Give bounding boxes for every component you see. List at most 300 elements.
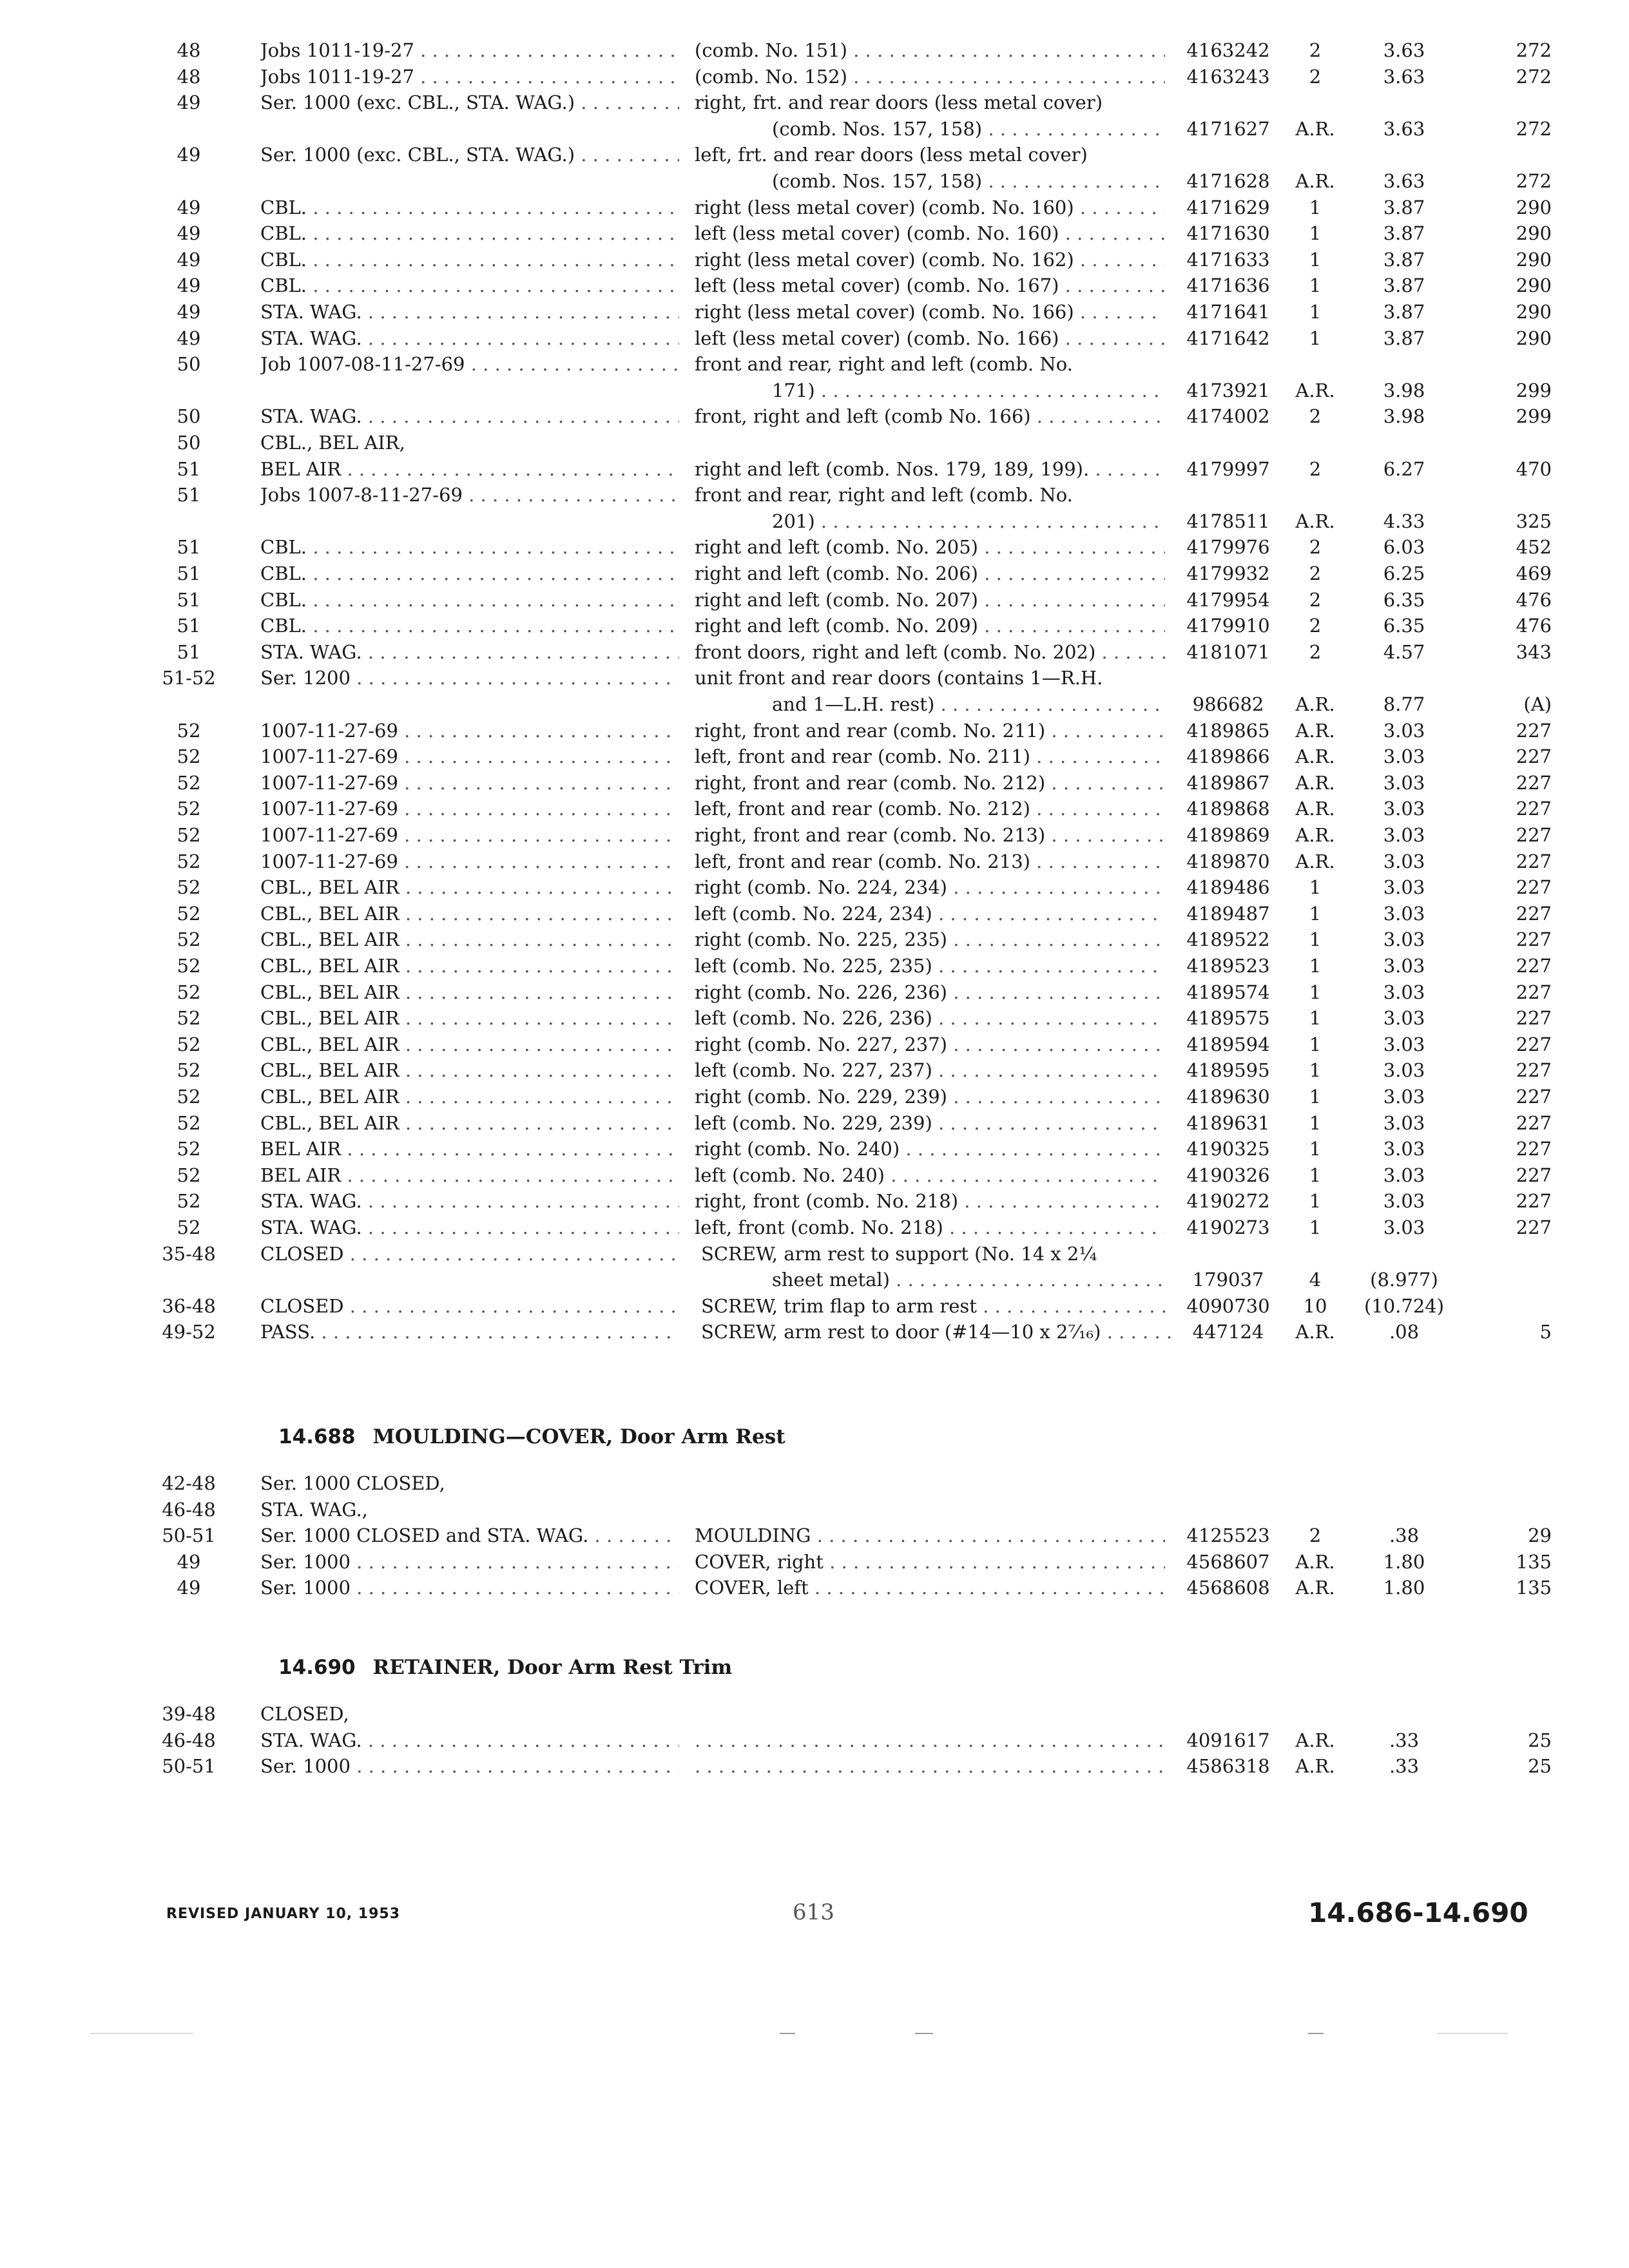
quantity: A.R. bbox=[1295, 1577, 1335, 1599]
year-range: 42-48 bbox=[162, 1472, 216, 1494]
quantity: 1 bbox=[1309, 1059, 1322, 1082]
quantity: 2 bbox=[1309, 65, 1322, 88]
quantity: 1 bbox=[1309, 981, 1322, 1003]
table-row bbox=[0, 403, 1629, 429]
quantity: A.R. bbox=[1295, 1729, 1335, 1751]
year-range: 50 bbox=[177, 405, 201, 428]
price-group: 470 bbox=[1516, 457, 1552, 480]
section-number: 14.690 bbox=[278, 1656, 356, 1679]
table-row bbox=[0, 744, 1629, 769]
price-group: 227 bbox=[1516, 981, 1552, 1003]
part-number: 4190273 bbox=[1186, 1216, 1270, 1238]
list-price: 3.87 bbox=[1383, 222, 1425, 245]
table-row bbox=[0, 1188, 1629, 1214]
part-number: 4173921 bbox=[1186, 379, 1270, 401]
year-range: 49 bbox=[177, 327, 201, 349]
year-range: 52 bbox=[177, 928, 201, 951]
part-description bbox=[695, 1727, 1165, 1753]
part-number: 4189523 bbox=[1186, 955, 1270, 977]
price-group: 25 bbox=[1528, 1729, 1552, 1751]
part-description: left (comb. No. 225, 235) . . . bbox=[695, 953, 1165, 979]
part-description: left (comb. No. 224, 234) . . . bbox=[695, 901, 1165, 927]
part-number: 4189631 bbox=[1186, 1111, 1270, 1134]
price-group: 272 bbox=[1516, 117, 1552, 140]
table-row bbox=[0, 1005, 1629, 1031]
table-row bbox=[0, 1136, 1629, 1162]
table-row bbox=[0, 456, 1629, 482]
part-description: COVER, right . . . bbox=[695, 1549, 1165, 1575]
model-application: CBL. . . . bbox=[260, 247, 679, 273]
list-price: 3.03 bbox=[1383, 928, 1425, 951]
price-group: 343 bbox=[1516, 640, 1552, 663]
part-description: left, front (comb. No. 218) . . . bbox=[695, 1215, 1165, 1240]
part-description: 171) . . . bbox=[772, 378, 1165, 403]
year-range: 49 bbox=[177, 248, 201, 271]
year-range: 48 bbox=[177, 39, 201, 61]
quantity: 1 bbox=[1309, 902, 1322, 925]
quantity: 1 bbox=[1309, 327, 1322, 349]
part-number: 4179910 bbox=[1186, 615, 1270, 637]
part-number: 4125523 bbox=[1186, 1524, 1270, 1547]
year-range: 51 bbox=[177, 457, 201, 480]
model-application: CBL., BEL AIR . . . bbox=[260, 1110, 679, 1136]
part-number: 4171636 bbox=[1186, 274, 1270, 297]
list-price: 3.87 bbox=[1383, 248, 1425, 271]
year-range: 49 bbox=[177, 1550, 201, 1573]
table-row bbox=[0, 1215, 1629, 1240]
year-range: 52 bbox=[177, 1190, 201, 1213]
table-row bbox=[0, 718, 1629, 744]
quantity: 1 bbox=[1309, 196, 1322, 218]
part-number: 4189522 bbox=[1186, 928, 1270, 951]
table-row bbox=[0, 168, 1629, 194]
part-description: SCREW, arm rest to door (#14—10 x 2⁷⁄₁₆) . . . bbox=[701, 1319, 1171, 1345]
list-price: 3.63 bbox=[1383, 65, 1425, 88]
price-group: 227 bbox=[1516, 824, 1552, 846]
model-application: CBL. . . . bbox=[260, 587, 679, 613]
model-application: 1007-11-27-69 . . . bbox=[260, 796, 679, 822]
list-price: 3.03 bbox=[1383, 955, 1425, 977]
table-row bbox=[0, 1549, 1629, 1575]
part-number: 4568607 bbox=[1186, 1550, 1270, 1573]
part-number: 4171627 bbox=[1186, 117, 1270, 140]
part-description: left, front and rear (comb. No. 212) . . . bbox=[695, 796, 1165, 822]
table-row bbox=[0, 299, 1629, 325]
list-price: 3.63 bbox=[1383, 117, 1425, 140]
year-range: 49 bbox=[177, 274, 201, 297]
price-group: 135 bbox=[1516, 1577, 1552, 1599]
list-price: 8.77 bbox=[1383, 693, 1425, 715]
list-price: 3.03 bbox=[1383, 981, 1425, 1003]
quantity: 1 bbox=[1309, 1138, 1322, 1160]
year-range: 35-48 bbox=[162, 1242, 216, 1265]
part-number: 4171641 bbox=[1186, 301, 1270, 323]
table-row bbox=[0, 1701, 1629, 1727]
price-group: 290 bbox=[1516, 274, 1552, 297]
quantity: A.R. bbox=[1295, 1755, 1335, 1778]
scan-artifact bbox=[90, 2033, 193, 2034]
model-application: STA. WAG. . . . bbox=[260, 325, 679, 351]
quantity: A.R. bbox=[1295, 510, 1335, 532]
quantity: 1 bbox=[1309, 955, 1322, 977]
model-application: CLOSED . . . bbox=[260, 1293, 679, 1319]
quantity: 1 bbox=[1309, 928, 1322, 951]
part-description: right, front and rear (comb. No. 212) . . . bbox=[695, 770, 1165, 796]
table-row bbox=[0, 1032, 1629, 1057]
part-number: 4189869 bbox=[1186, 824, 1270, 846]
price-group: 272 bbox=[1516, 170, 1552, 192]
model-application: Job 1007-08-11-27-69 . . . bbox=[260, 351, 679, 377]
quantity: 2 bbox=[1309, 588, 1322, 611]
list-price: .33 bbox=[1389, 1755, 1420, 1778]
price-group: 227 bbox=[1516, 902, 1552, 925]
year-range: 51 bbox=[177, 640, 201, 663]
year-range: 52 bbox=[177, 1164, 201, 1186]
part-description: left (comb. No. 229, 239) . . . bbox=[695, 1110, 1165, 1136]
price-group: 227 bbox=[1516, 850, 1552, 872]
part-description: front doors, right and left (comb. No. 202) . . . bbox=[695, 639, 1165, 665]
table-row bbox=[0, 1057, 1629, 1083]
year-range: 52 bbox=[177, 1216, 201, 1238]
list-price: 6.35 bbox=[1383, 588, 1425, 611]
list-price: 3.03 bbox=[1383, 902, 1425, 925]
model-application: 1007-11-27-69 . . . bbox=[260, 744, 679, 769]
part-description: right, front and rear (comb. No. 211) . . . bbox=[695, 718, 1165, 744]
table-row bbox=[0, 64, 1629, 90]
price-group: 227 bbox=[1516, 1216, 1552, 1238]
year-range: 49 bbox=[177, 301, 201, 323]
table-row bbox=[0, 901, 1629, 927]
price-group: 227 bbox=[1516, 955, 1552, 977]
table-row bbox=[0, 953, 1629, 979]
year-range: 50-51 bbox=[162, 1755, 216, 1778]
year-range: 52 bbox=[177, 1007, 201, 1030]
part-description bbox=[695, 1753, 1165, 1779]
price-group: 135 bbox=[1516, 1550, 1552, 1573]
quantity: 1 bbox=[1309, 301, 1322, 323]
table-row bbox=[0, 639, 1629, 665]
table-row bbox=[0, 1497, 1629, 1523]
section-heading-14-690 bbox=[278, 1656, 732, 1679]
table-row bbox=[0, 979, 1629, 1005]
quantity: 1 bbox=[1309, 248, 1322, 271]
model-application: STA. WAG. . . . bbox=[260, 299, 679, 325]
part-number: 4163242 bbox=[1186, 39, 1270, 61]
year-range: 52 bbox=[177, 902, 201, 925]
year-range: 49 bbox=[177, 1577, 201, 1599]
list-price: 3.03 bbox=[1383, 1007, 1425, 1030]
quantity: A.R. bbox=[1295, 719, 1335, 742]
year-range: 52 bbox=[177, 719, 201, 742]
part-number: 4189487 bbox=[1186, 902, 1270, 925]
part-description: SCREW, trim flap to arm rest . . . bbox=[701, 1293, 1171, 1319]
part-description: right and left (comb. No. 205) . . . bbox=[695, 534, 1165, 560]
table-row bbox=[0, 37, 1629, 63]
part-number: 4189866 bbox=[1186, 745, 1270, 768]
list-price: 3.03 bbox=[1383, 1086, 1425, 1108]
part-number: 4178511 bbox=[1186, 510, 1270, 532]
quantity: 1 bbox=[1309, 1033, 1322, 1055]
price-group: 227 bbox=[1516, 745, 1552, 768]
section-subtitle: Door Arm Rest Trim bbox=[507, 1656, 733, 1679]
quantity: 1 bbox=[1309, 1086, 1322, 1108]
table-row bbox=[0, 1110, 1629, 1136]
model-application: Ser. 1000 CLOSED, bbox=[260, 1472, 445, 1494]
list-price: 3.03 bbox=[1383, 876, 1425, 899]
section-title: RETAINER, bbox=[372, 1656, 501, 1679]
part-number: 4189870 bbox=[1186, 850, 1270, 872]
list-price: 3.03 bbox=[1383, 850, 1425, 872]
price-group: 272 bbox=[1516, 65, 1552, 88]
list-price: 4.33 bbox=[1383, 510, 1425, 532]
part-description: right, front and rear (comb. No. 213) . . . bbox=[695, 822, 1165, 848]
table-row bbox=[0, 796, 1629, 822]
quantity: A.R. bbox=[1295, 1321, 1335, 1343]
part-number: 179037 bbox=[1192, 1269, 1264, 1291]
model-application: STA. WAG. . . . bbox=[260, 1188, 679, 1214]
price-group: 452 bbox=[1516, 536, 1552, 559]
model-application: CBL., BEL AIR . . . bbox=[260, 1084, 679, 1110]
table-row bbox=[0, 1162, 1629, 1188]
part-number: 4189574 bbox=[1186, 981, 1270, 1003]
list-price: .33 bbox=[1389, 1729, 1420, 1751]
table-row bbox=[0, 1470, 1629, 1496]
list-price: 6.35 bbox=[1383, 615, 1425, 637]
price-group: 29 bbox=[1528, 1524, 1552, 1547]
year-range: 50 bbox=[177, 432, 201, 454]
part-description: sheet metal) . . . bbox=[772, 1267, 1165, 1293]
year-range: 52 bbox=[177, 745, 201, 768]
part-description: right and left (comb. No. 206) . . . bbox=[695, 561, 1165, 586]
table-row bbox=[0, 116, 1629, 142]
quantity: 2 bbox=[1309, 39, 1322, 61]
year-range: 52 bbox=[177, 1086, 201, 1108]
price-group: 227 bbox=[1516, 1007, 1552, 1030]
part-description: left (less metal cover) (comb. No. 166) . . . bbox=[695, 325, 1165, 351]
year-range: 52 bbox=[177, 1138, 201, 1160]
table-row bbox=[0, 247, 1629, 273]
quantity: 1 bbox=[1309, 1190, 1322, 1213]
part-number: 4189575 bbox=[1186, 1007, 1270, 1030]
year-range: 51 bbox=[177, 562, 201, 584]
model-application: CBL., BEL AIR . . . bbox=[260, 953, 679, 979]
part-description: (comb. No. 151) . . . bbox=[695, 37, 1165, 63]
part-number: 4163243 bbox=[1186, 65, 1270, 88]
year-range: 51 bbox=[177, 615, 201, 637]
year-range: 52 bbox=[177, 1111, 201, 1134]
part-description: left (comb. No. 227, 237) . . . bbox=[695, 1057, 1165, 1083]
table-row bbox=[0, 1319, 1629, 1345]
model-application: Ser. 1000 CLOSED and STA. WAG. . . . bbox=[260, 1523, 679, 1548]
list-price: (10.724) bbox=[1364, 1294, 1445, 1317]
price-group: 476 bbox=[1516, 615, 1552, 637]
part-description: left, front and rear (comb. No. 211) . . . bbox=[695, 744, 1165, 769]
table-row bbox=[0, 273, 1629, 298]
table-row bbox=[0, 325, 1629, 351]
model-application: Ser. 1000 . . . bbox=[260, 1753, 679, 1779]
model-application: Ser. 1000 (exc. CBL., STA. WAG.) . . . bbox=[260, 142, 679, 168]
list-price: 3.63 bbox=[1383, 39, 1425, 61]
quantity: 1 bbox=[1309, 1164, 1322, 1186]
list-price: 3.03 bbox=[1383, 719, 1425, 742]
quantity: A.R. bbox=[1295, 379, 1335, 401]
model-application: Ser. 1200 . . . bbox=[260, 665, 679, 691]
model-application: PASS. . . . bbox=[260, 1319, 679, 1345]
price-group: 5 bbox=[1539, 1321, 1552, 1343]
part-description: SCREW, arm rest to support (No. 14 x 2¼ bbox=[701, 1242, 1097, 1265]
part-description: left (comb. No. 240) . . . bbox=[695, 1162, 1165, 1188]
year-range: 52 bbox=[177, 876, 201, 899]
section-range: 14.686-14.690 bbox=[1308, 1897, 1528, 1928]
price-group: 227 bbox=[1516, 876, 1552, 899]
quantity: 2 bbox=[1309, 562, 1322, 584]
year-range: 46-48 bbox=[162, 1498, 216, 1521]
list-price: 6.27 bbox=[1383, 457, 1425, 480]
part-number: 4090730 bbox=[1186, 1294, 1270, 1317]
table-row bbox=[0, 849, 1629, 874]
quantity: 2 bbox=[1309, 457, 1322, 480]
quantity: 2 bbox=[1309, 536, 1322, 559]
part-description: front and rear, right and left (comb. No. bbox=[695, 484, 1073, 506]
year-range: 52 bbox=[177, 824, 201, 846]
list-price: 6.25 bbox=[1383, 562, 1425, 584]
list-price: 3.03 bbox=[1383, 1111, 1425, 1134]
quantity: A.R. bbox=[1295, 170, 1335, 192]
part-description: right (comb. No. 229, 239) . . . bbox=[695, 1084, 1165, 1110]
part-number: 4179954 bbox=[1186, 588, 1270, 611]
part-number: 4189865 bbox=[1186, 719, 1270, 742]
price-group: 290 bbox=[1516, 196, 1552, 218]
part-number: 4179976 bbox=[1186, 536, 1270, 559]
list-price: 1.80 bbox=[1383, 1550, 1425, 1573]
table-row bbox=[0, 482, 1629, 508]
list-price: 3.87 bbox=[1383, 196, 1425, 218]
model-application: Jobs 1007-8-11-27-69 . . . bbox=[260, 482, 679, 508]
part-number: 4181071 bbox=[1186, 640, 1270, 663]
price-group: 227 bbox=[1516, 1138, 1552, 1160]
year-range: 52 bbox=[177, 955, 201, 977]
table-row bbox=[0, 561, 1629, 586]
table-row bbox=[0, 508, 1629, 534]
price-group: 476 bbox=[1516, 588, 1552, 611]
part-number: 4189868 bbox=[1186, 798, 1270, 820]
part-description: front and rear, right and left (comb. No. bbox=[695, 353, 1073, 376]
table-row bbox=[0, 613, 1629, 639]
price-group: 25 bbox=[1528, 1755, 1552, 1778]
list-price: (8.977) bbox=[1370, 1269, 1438, 1291]
list-price: 3.03 bbox=[1383, 1033, 1425, 1055]
section-title: MOULDING—COVER, bbox=[372, 1425, 613, 1448]
model-application: BEL AIR . . . bbox=[260, 1136, 679, 1162]
model-application: Ser. 1000 . . . bbox=[260, 1549, 679, 1575]
model-application: STA. WAG. . . . bbox=[260, 1727, 679, 1753]
part-number: 4190326 bbox=[1186, 1164, 1270, 1186]
year-range: 49 bbox=[177, 91, 201, 114]
model-application: BEL AIR . . . bbox=[260, 456, 679, 482]
model-application: CBL. . . . bbox=[260, 561, 679, 586]
part-description: left (comb. No. 226, 236) . . . bbox=[695, 1005, 1165, 1031]
price-group: 325 bbox=[1516, 510, 1552, 532]
part-description: and 1—L.H. rest) . . . bbox=[772, 691, 1165, 717]
part-description: MOULDING . . . bbox=[695, 1523, 1165, 1548]
part-description: COVER, left . . . bbox=[695, 1575, 1165, 1600]
list-price: 3.03 bbox=[1383, 798, 1425, 820]
list-price: 3.03 bbox=[1383, 1138, 1425, 1160]
price-group: 227 bbox=[1516, 771, 1552, 794]
quantity: A.R. bbox=[1295, 117, 1335, 140]
part-description: left (less metal cover) (comb. No. 160) . . . bbox=[695, 220, 1165, 246]
part-description: right (comb. No. 226, 236) . . . bbox=[695, 979, 1165, 1005]
table-row bbox=[0, 770, 1629, 796]
quantity: A.R. bbox=[1295, 798, 1335, 820]
model-application: CBL., BEL AIR . . . bbox=[260, 874, 679, 900]
list-price: 3.98 bbox=[1383, 405, 1425, 428]
list-price: 3.03 bbox=[1383, 1190, 1425, 1213]
year-range: 52 bbox=[177, 850, 201, 872]
year-range: 49 bbox=[177, 196, 201, 218]
year-range: 52 bbox=[177, 1059, 201, 1082]
part-number: 447124 bbox=[1192, 1321, 1264, 1343]
table-row bbox=[0, 430, 1629, 456]
year-range: 49 bbox=[177, 222, 201, 245]
part-number: 4171629 bbox=[1186, 196, 1270, 218]
price-group: 272 bbox=[1516, 39, 1552, 61]
part-description: right (less metal cover) (comb. No. 162) . . . bbox=[695, 247, 1165, 273]
model-application: CBL. . . . bbox=[260, 195, 679, 220]
model-application: CBL. . . . bbox=[260, 613, 679, 639]
price-group: 299 bbox=[1516, 379, 1552, 401]
part-description: (comb. Nos. 157, 158) . . . bbox=[772, 116, 1165, 142]
model-application: 1007-11-27-69 . . . bbox=[260, 770, 679, 796]
year-range: 51-52 bbox=[162, 667, 216, 689]
part-description: right (comb. No. 240) . . . bbox=[695, 1136, 1165, 1162]
model-application: CBL. . . . bbox=[260, 220, 679, 246]
year-range: 36-48 bbox=[162, 1294, 216, 1317]
quantity: 2 bbox=[1309, 1524, 1322, 1547]
part-number: 4568608 bbox=[1186, 1577, 1270, 1599]
price-group: 290 bbox=[1516, 301, 1552, 323]
price-group: 227 bbox=[1516, 1111, 1552, 1134]
list-price: 3.87 bbox=[1383, 327, 1425, 349]
price-group: 290 bbox=[1516, 222, 1552, 245]
model-application: Jobs 1011-19-27 . . . bbox=[260, 64, 679, 90]
part-number: 4179932 bbox=[1186, 562, 1270, 584]
list-price: .38 bbox=[1389, 1524, 1420, 1547]
part-description: front, right and left (comb No. 166) . . . bbox=[695, 403, 1165, 429]
model-application: CBL. . . . bbox=[260, 273, 679, 298]
quantity: 1 bbox=[1309, 1007, 1322, 1030]
model-application: STA. WAG. . . . bbox=[260, 639, 679, 665]
model-application: CBL., BEL AIR . . . bbox=[260, 927, 679, 952]
quantity: 4 bbox=[1309, 1269, 1322, 1291]
quantity: A.R. bbox=[1295, 693, 1335, 715]
price-group: 227 bbox=[1516, 1086, 1552, 1108]
list-price: 3.87 bbox=[1383, 274, 1425, 297]
model-application: CBL., BEL AIR . . . bbox=[260, 1057, 679, 1083]
table-row bbox=[0, 142, 1629, 168]
part-number: 4174002 bbox=[1186, 405, 1270, 428]
part-description: right (less metal cover) (comb. No. 166) . . . bbox=[695, 299, 1165, 325]
model-application: STA. WAG. . . . bbox=[260, 403, 679, 429]
model-application: CBL. . . . bbox=[260, 534, 679, 560]
list-price: 3.03 bbox=[1383, 1059, 1425, 1082]
year-range: 51 bbox=[177, 484, 201, 506]
quantity: A.R. bbox=[1295, 1550, 1335, 1573]
model-application: CBL., BEL AIR . . . bbox=[260, 979, 679, 1005]
scan-artifact bbox=[1437, 2033, 1508, 2034]
list-price: 3.87 bbox=[1383, 301, 1425, 323]
part-description: (comb. No. 152) . . . bbox=[695, 64, 1165, 90]
